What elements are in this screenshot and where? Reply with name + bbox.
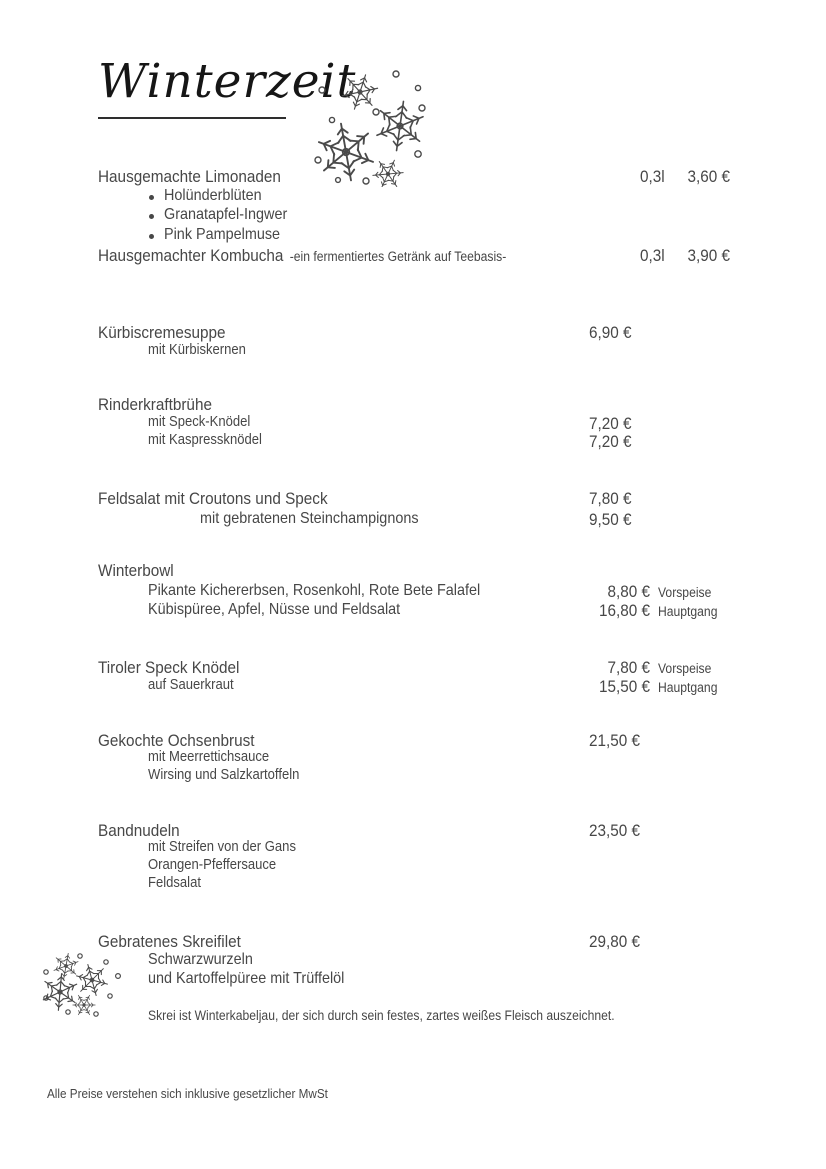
item-name: Feldsalat mit Croutons und Speck xyxy=(98,489,328,508)
sub-label: Orangen-Pfeffersauce xyxy=(148,857,277,873)
item-name: Hausgemachter Kombucha xyxy=(98,246,284,265)
menu-item-feldsalat xyxy=(0,489,826,511)
item-note: -ein fermentiertes Getränk auf Teebasis- xyxy=(289,249,507,264)
sub-label: auf Sauerkraut xyxy=(148,677,234,693)
menu-item-kombucha xyxy=(0,246,826,268)
menu-sub-line xyxy=(0,875,826,897)
item-name: Gebratenes Skreifilet xyxy=(98,932,241,951)
sub-label: mit Streifen von der Gans xyxy=(148,839,296,855)
sub-label: Wirsing und Salzkartoffeln xyxy=(148,767,300,783)
flavor-label: Pink Pampelmuse xyxy=(164,226,281,243)
variant-label: mit Speck-Knödel xyxy=(148,414,251,430)
item-name: Rinderkraftbrühe xyxy=(98,395,212,414)
course-price: 16,80 € xyxy=(598,601,650,620)
course-label-text: Pikante Kichererbsen, Rosenkohl, Rote Bete Falafel xyxy=(148,582,481,599)
flavor-label: Granatapfel-Ingwer xyxy=(164,206,288,223)
course-price: 15,50 € xyxy=(598,677,650,696)
menu-item-winterbowl xyxy=(0,561,826,583)
menu-item-limonaden xyxy=(0,167,826,189)
flavor-row xyxy=(0,206,826,228)
sub-label: und Kartoffelpüree mit Trüffelöl xyxy=(148,970,345,987)
page-title: Winterzeit xyxy=(98,54,357,109)
course-type: Vorspeise xyxy=(658,661,712,676)
item-volume: 0,3l xyxy=(640,167,665,186)
course-type: Hauptgang xyxy=(658,604,718,619)
sub-label: Feldsalat xyxy=(148,875,201,891)
course-price: 7,80 € xyxy=(607,658,650,677)
sub-label: mit Kürbiskernen xyxy=(148,342,246,358)
item-name-with-note xyxy=(98,246,506,266)
item-name: Gekochte Ochsenbrust xyxy=(98,731,255,750)
variant-price: 7,20 € xyxy=(589,414,632,433)
item-price: 7,80 € xyxy=(589,489,632,508)
course-label-text: Kübispüree, Apfel, Nüsse und Feldsalat xyxy=(148,601,401,618)
flavor-label: Holünderblüten xyxy=(164,187,262,204)
variant-label: mit gebratenen Steinchampignons xyxy=(200,510,419,527)
bullet-icon xyxy=(149,195,154,200)
item-price: 29,80 € xyxy=(589,932,641,951)
item-price: 6,90 € xyxy=(589,323,632,342)
menu-variant-line xyxy=(0,432,826,454)
menu-sub-line xyxy=(0,342,826,364)
item-price: 23,50 € xyxy=(589,821,641,840)
course-type: Vorspeise xyxy=(658,585,712,600)
item-name: Winterbowl xyxy=(98,561,174,580)
item-price: 21,50 € xyxy=(589,731,641,750)
flavor-row xyxy=(0,226,826,248)
variant-label: mit Kaspressknödel xyxy=(148,432,262,448)
snowflakes-icon xyxy=(40,952,136,1020)
course-price: 8,80 € xyxy=(607,582,650,601)
item-volume: 0,3l xyxy=(640,246,665,265)
bullet-icon xyxy=(149,234,154,239)
footer-note: Alle Preise verstehen sich inklusive gesetzlicher MwSt xyxy=(47,1086,328,1101)
menu-course-line xyxy=(0,601,826,623)
variant-price: 9,50 € xyxy=(589,510,632,529)
item-price: 3,90 € xyxy=(687,246,730,265)
sub-label: mit Meerrettichsauce xyxy=(148,749,270,765)
menu-variant-line xyxy=(0,510,826,532)
item-name: Tiroler Speck Knödel xyxy=(98,658,240,677)
item-name: Bandnudeln xyxy=(98,821,180,840)
bullet-icon xyxy=(149,214,154,219)
menu-sub-line xyxy=(0,767,826,789)
course-type: Hauptgang xyxy=(658,680,718,695)
variant-price: 7,20 € xyxy=(589,432,632,451)
title-underline xyxy=(98,117,286,119)
menu-sub-line xyxy=(0,677,826,699)
item-price: 3,60 € xyxy=(687,167,730,186)
item-name: Hausgemachte Limonaden xyxy=(98,167,281,186)
sub-label: Schwarzwurzeln xyxy=(148,951,253,968)
note-text: Skrei ist Winterkabeljau, der sich durch sein festes, zartes weißes Fleisch auszeichnet. xyxy=(148,1008,615,1023)
item-name: Kürbiscremesuppe xyxy=(98,323,226,342)
